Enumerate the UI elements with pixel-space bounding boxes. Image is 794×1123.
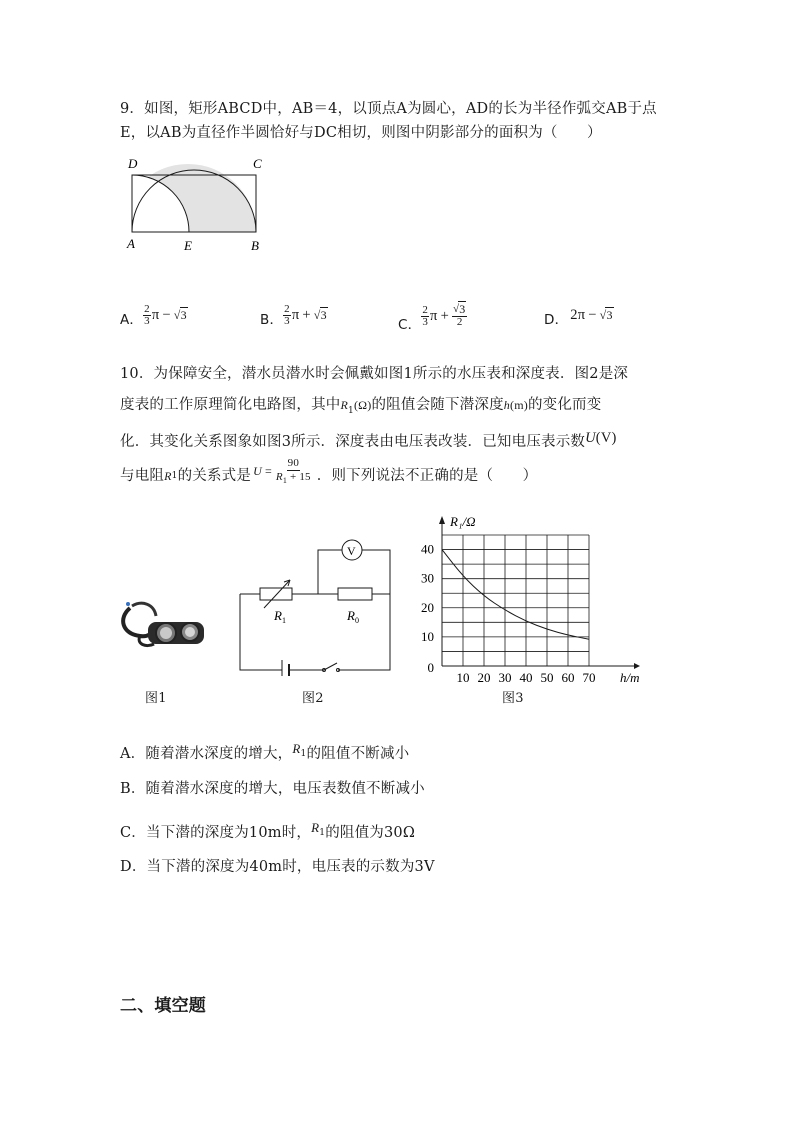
frac-sqrt3-2: $\frac{√3}{2}$	[452, 302, 466, 328]
x-tick-label: 40	[519, 670, 533, 685]
r1-label: $R_1$	[274, 608, 286, 625]
q9-option-a: A． $\frac{2}{3}$ π − √3	[120, 302, 187, 328]
x-axis-arrow	[634, 663, 640, 669]
q9-line1: 9．如图，矩形ABCD中，AB＝4，以顶点A为圆心，AD的长为半径作弧交AB于点	[120, 101, 657, 117]
origin-label: 0	[427, 660, 434, 675]
y-axis-label: R₁/Ω	[450, 514, 476, 529]
q9-label-c: C	[253, 156, 262, 171]
q9-label-e: E	[184, 238, 192, 253]
q10-line2: 度表的工作原理简化电路图，其中$R_1(\Omega)$的阻值会随下潜深度h(m)的变化而变	[120, 397, 602, 416]
option-a-label: A．	[120, 312, 144, 328]
q9-line2: E，以AB为直径作半圆恰好与DC相切，则图中阴影部分的面积为（ ）	[120, 125, 602, 141]
q10-option-c: C．当下潜的深度为10m时，$R_1$的阻值为30Ω	[120, 820, 416, 841]
frac-2-3: $\frac{2}{3}$	[144, 302, 150, 327]
sqrt-3: √3	[173, 308, 187, 322]
x-axis-label: h/m	[620, 670, 640, 685]
q10-line4: 与电阻 R 1 的关系式是 U = $\frac{90}{R_1 + 15}$ ．则下列说法不正确的是（ ）	[120, 456, 538, 486]
option-c-label: C．	[398, 317, 422, 333]
section-2-title: 二、填空题	[120, 996, 206, 1016]
x-tick-label: 60	[561, 670, 575, 685]
r0-label: $R_0$	[347, 608, 359, 625]
y-tick-label: 20	[421, 599, 434, 615]
q9-option-b: B． $\frac{2}{3}$ π + √3	[260, 302, 327, 328]
q9-figure	[120, 152, 270, 257]
option-b-label: B．	[260, 312, 284, 328]
y-axis-arrow	[439, 516, 445, 524]
q9-label-d: D	[128, 156, 138, 171]
voltmeter-label: V	[347, 544, 356, 558]
r0-resistor	[338, 588, 372, 600]
sqrt-3: √3	[313, 308, 327, 322]
q10-fig3-caption: 图3	[502, 691, 524, 706]
r1-resistor	[260, 588, 292, 600]
frac-2-3: $\frac{2}{3}$	[422, 303, 429, 328]
q10-fig3-chart	[412, 510, 644, 696]
formula-u: U = $\frac{90}{R_1 + 15}$	[253, 456, 311, 486]
q9-option-d: D． 2π − √3	[544, 307, 613, 328]
switch	[324, 663, 337, 670]
data-curve	[442, 550, 589, 640]
q10-fig2-caption: 图2	[302, 691, 324, 706]
sqrt-3: √3	[599, 308, 613, 322]
x-tick-label: 50	[540, 670, 554, 685]
q10-fig2-circuit	[234, 536, 396, 676]
x-tick-label: 10	[456, 670, 470, 685]
q9-option-c: C． $\frac{2}{3}$ π + $\frac{√3}{2}$	[398, 302, 466, 333]
q10-option-a: A．随着潜水深度的增大，$R_1$的阻值不断减小	[120, 741, 410, 762]
q9-label-a: A	[127, 236, 135, 251]
y-tick-label: 30	[421, 570, 434, 586]
q10-option-b: B．随着潜水深度的增大，电压表数值不断减小	[120, 781, 425, 797]
x-tick-label: 20	[477, 670, 491, 685]
q10-option-d: D．当下潜的深度为40m时，电压表的示数为3V	[120, 859, 435, 875]
q10-line1: 10．为保障安全，潜水员潜水时会佩戴如图1所示的水压表和深度表．图2是深	[120, 366, 629, 382]
frac-2-3: $\frac{2}{3}$	[284, 302, 290, 327]
y-tick-label: 10	[421, 628, 434, 644]
y-tick-label: 40	[421, 541, 434, 557]
x-tick-label: 30	[498, 670, 512, 685]
q10-fig1-gauge-image	[118, 598, 208, 650]
x-tick-label: 70	[582, 670, 596, 685]
q10-fig1-caption: 图1	[145, 691, 167, 706]
q10-line3: 化．其变化关系图象如图3所示．深度表由电压表改装．已知电压表示数U(V)	[120, 430, 617, 450]
q9-label-b: B	[251, 238, 259, 253]
option-d-label: D．	[544, 312, 569, 328]
